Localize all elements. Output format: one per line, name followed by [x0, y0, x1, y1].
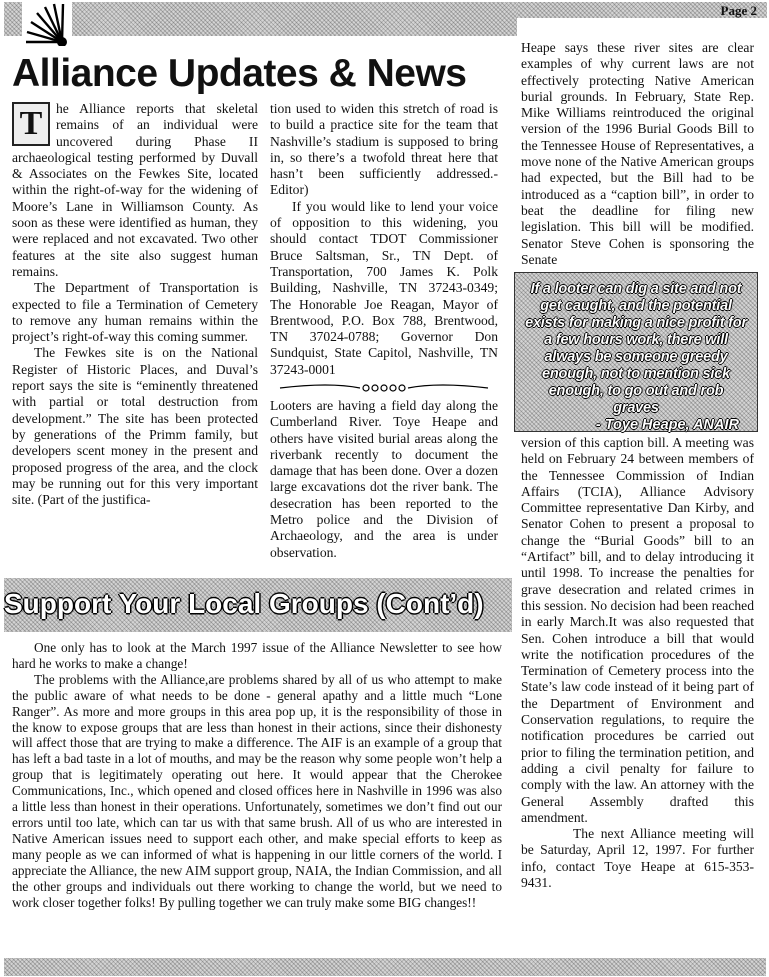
paragraph: version of this caption bill. A meeting was held on February 24 between members of the Tennessee Commission of Indian Affairs (TCIA), Alliance Advisory Committee representative Dan Kirby, and Senator Cohen to present a proposal to change the “Burial Goods” bill to an “Artifact” bill, and to delay introducing it until 1998. To increase the penalties for grave desecration and related crimes in this session. No decision had been reached in early March.It was also requested that Sen. Cohen introduce a bill that would write the notification procedures of the Termination of Cemetery process into the State’s law code instead of it being part of the Department of Environment and Conservation regulations, to require the notification procedures be carried out prior to filing the termination petition, and adding a civil penalty for failure to comply with the law. An attorney with the General Assembly drafted this amendment. [521, 435, 754, 825]
header-banner [4, 2, 517, 36]
section-title: Support Your Local Groups (Cont’d) [4, 588, 484, 619]
page-number: Page 2 [720, 3, 757, 18]
paragraph: he Alliance reports that skeletal remains of an individual were uncovered during Phase II archaeological testing performed by Duvall & Associates on the Fewkes Site, located within the right-of-way for the widening of Moore’s Lane in Williamson County. As soon as these were identified as human, they were replaced and not excavated. Two other features at the site also suggest human remains. [12, 101, 258, 279]
page-number-bar [517, 2, 767, 18]
paragraph: If you would like to lend your voice of opposition to this widening, you should contact TDOT Commissioner Bruce Saltsman, Sr., TN Dept. of Transportation, 700 James K. Polk Building, Nashville, TN 37243-0349; The Honorable Joe Reagan, Mayor of Brentwood, P.O. Box 788, Brentwood, TN 37024-0788; Governor Don Sundquist, State Capitol, Nashville, TN 37243-0001 [270, 198, 498, 377]
paragraph: The Department of Transportation is expected to file a Termination of Cemetery to remove any human remains within the project’s right-of-way this coming summer. [12, 280, 258, 345]
article-column-looters [270, 398, 498, 561]
paragraph: The next Alliance meeting will be Saturday, April 12, 1997. For further info, contact Toye Heape at 615-353-9431. [521, 826, 754, 891]
section-body [12, 640, 502, 910]
article-column-1 [12, 101, 258, 508]
ornamental-divider-icon [270, 380, 498, 396]
paragraph: Looters are having a field day along the Cumberland River. Toye Heape and others have visited burial areas along the riverbank recently to document the damage that has been done. Over a dozen large excavations dot the river bank. The desecration has been reported to the Metro police and the Division of Archaeology, and the area is under observation. [270, 398, 498, 560]
paragraph: The Fewkes site is on the National Register of Historic Places, and Duval’s report says the site is “eminently threatened with partial or total destruction from development.” The site has been protected by generations of the Primm family, but developers scent money in the present and proposed progress of the area, and the clock may be running out for this very important site. (Part of the justifica- [12, 345, 258, 508]
paragraph: Heape says these river sites are clear examples of why current laws are not effectively protecting Native American burial grounds. In February, State Rep. Mike Williams reintroduced the original version of the 1996 Burial Goods Bill to the Tennessee House of Representatives, a move none of the Native American groups had expected, but the Bill had to be introduced as a “caption bill”, in order to beat the deadline for filing new legislation. This bill will be modified. Senator Steve Cohen is sponsoring the Senate [521, 40, 754, 267]
paragraph: The problems with the Alliance,are problems shared by all of us who attempt to make the public aware of what needs to be done - general apathy and a little much “Lone Ranger”. As more and more groups in this area pop up, it is the responsibility of those in the know to expose groups that are less than honest in their actions, since their dishonesty will affect those that are trying to make a difference. The AIF is an example of a group that has left a bad taste in a lot of mouths, and may be the reason why some people won’t help a group that is legitimately operating out here. It would appear that the Cherokee Communications, Inc., which opened and closed offices here in Nashville in 1996 was also a little less than honest in their operations. Unfortunately, sometimes we don’t find out our errors until too late, which can tar us with that same brush. All of us who are interested in Native American issues need to support each other, and make special efforts to keep as many people as we can informed of what is happening in our little corners of the world. I appreciate the Alliance, the new AIM support group, NAIA, the Indian Commission, and all the other groups and individuals out there working to change the world, but we need to work closer together folks! By pulling together we can truly make some BIG changes!! [12, 671, 502, 910]
article-column-2 [270, 101, 498, 378]
paragraph: One only has to look at the March 1997 issue of the Alliance Newsletter to see how hard he works to make a change! [12, 640, 502, 671]
pull-quote [514, 272, 758, 432]
paragraph: tion used to widen this stretch of road is to build a practice site for the team that Nashville’s stadium is supposed to bring in, so there’s a twofold threat here that hasn’t been sufficiently addressed.-Editor) [270, 101, 498, 198]
pull-quote-attribution: - Toye Heape, ANAIR [595, 417, 739, 433]
pull-quote-text: If a looter can dig a site and not get caught, and the potential exists for making a nice profit for a few hours work, there will always be someone greedy enough, not to mention sick enough, to go out and rob graves [525, 281, 747, 416]
page-title: Alliance Updates & News [12, 52, 467, 95]
sunburst-logo-icon [22, 2, 72, 46]
article-column-3-top [521, 40, 754, 268]
drop-cap: T [12, 102, 50, 146]
footer-bar [4, 958, 766, 976]
article-column-3-bottom [521, 435, 754, 891]
